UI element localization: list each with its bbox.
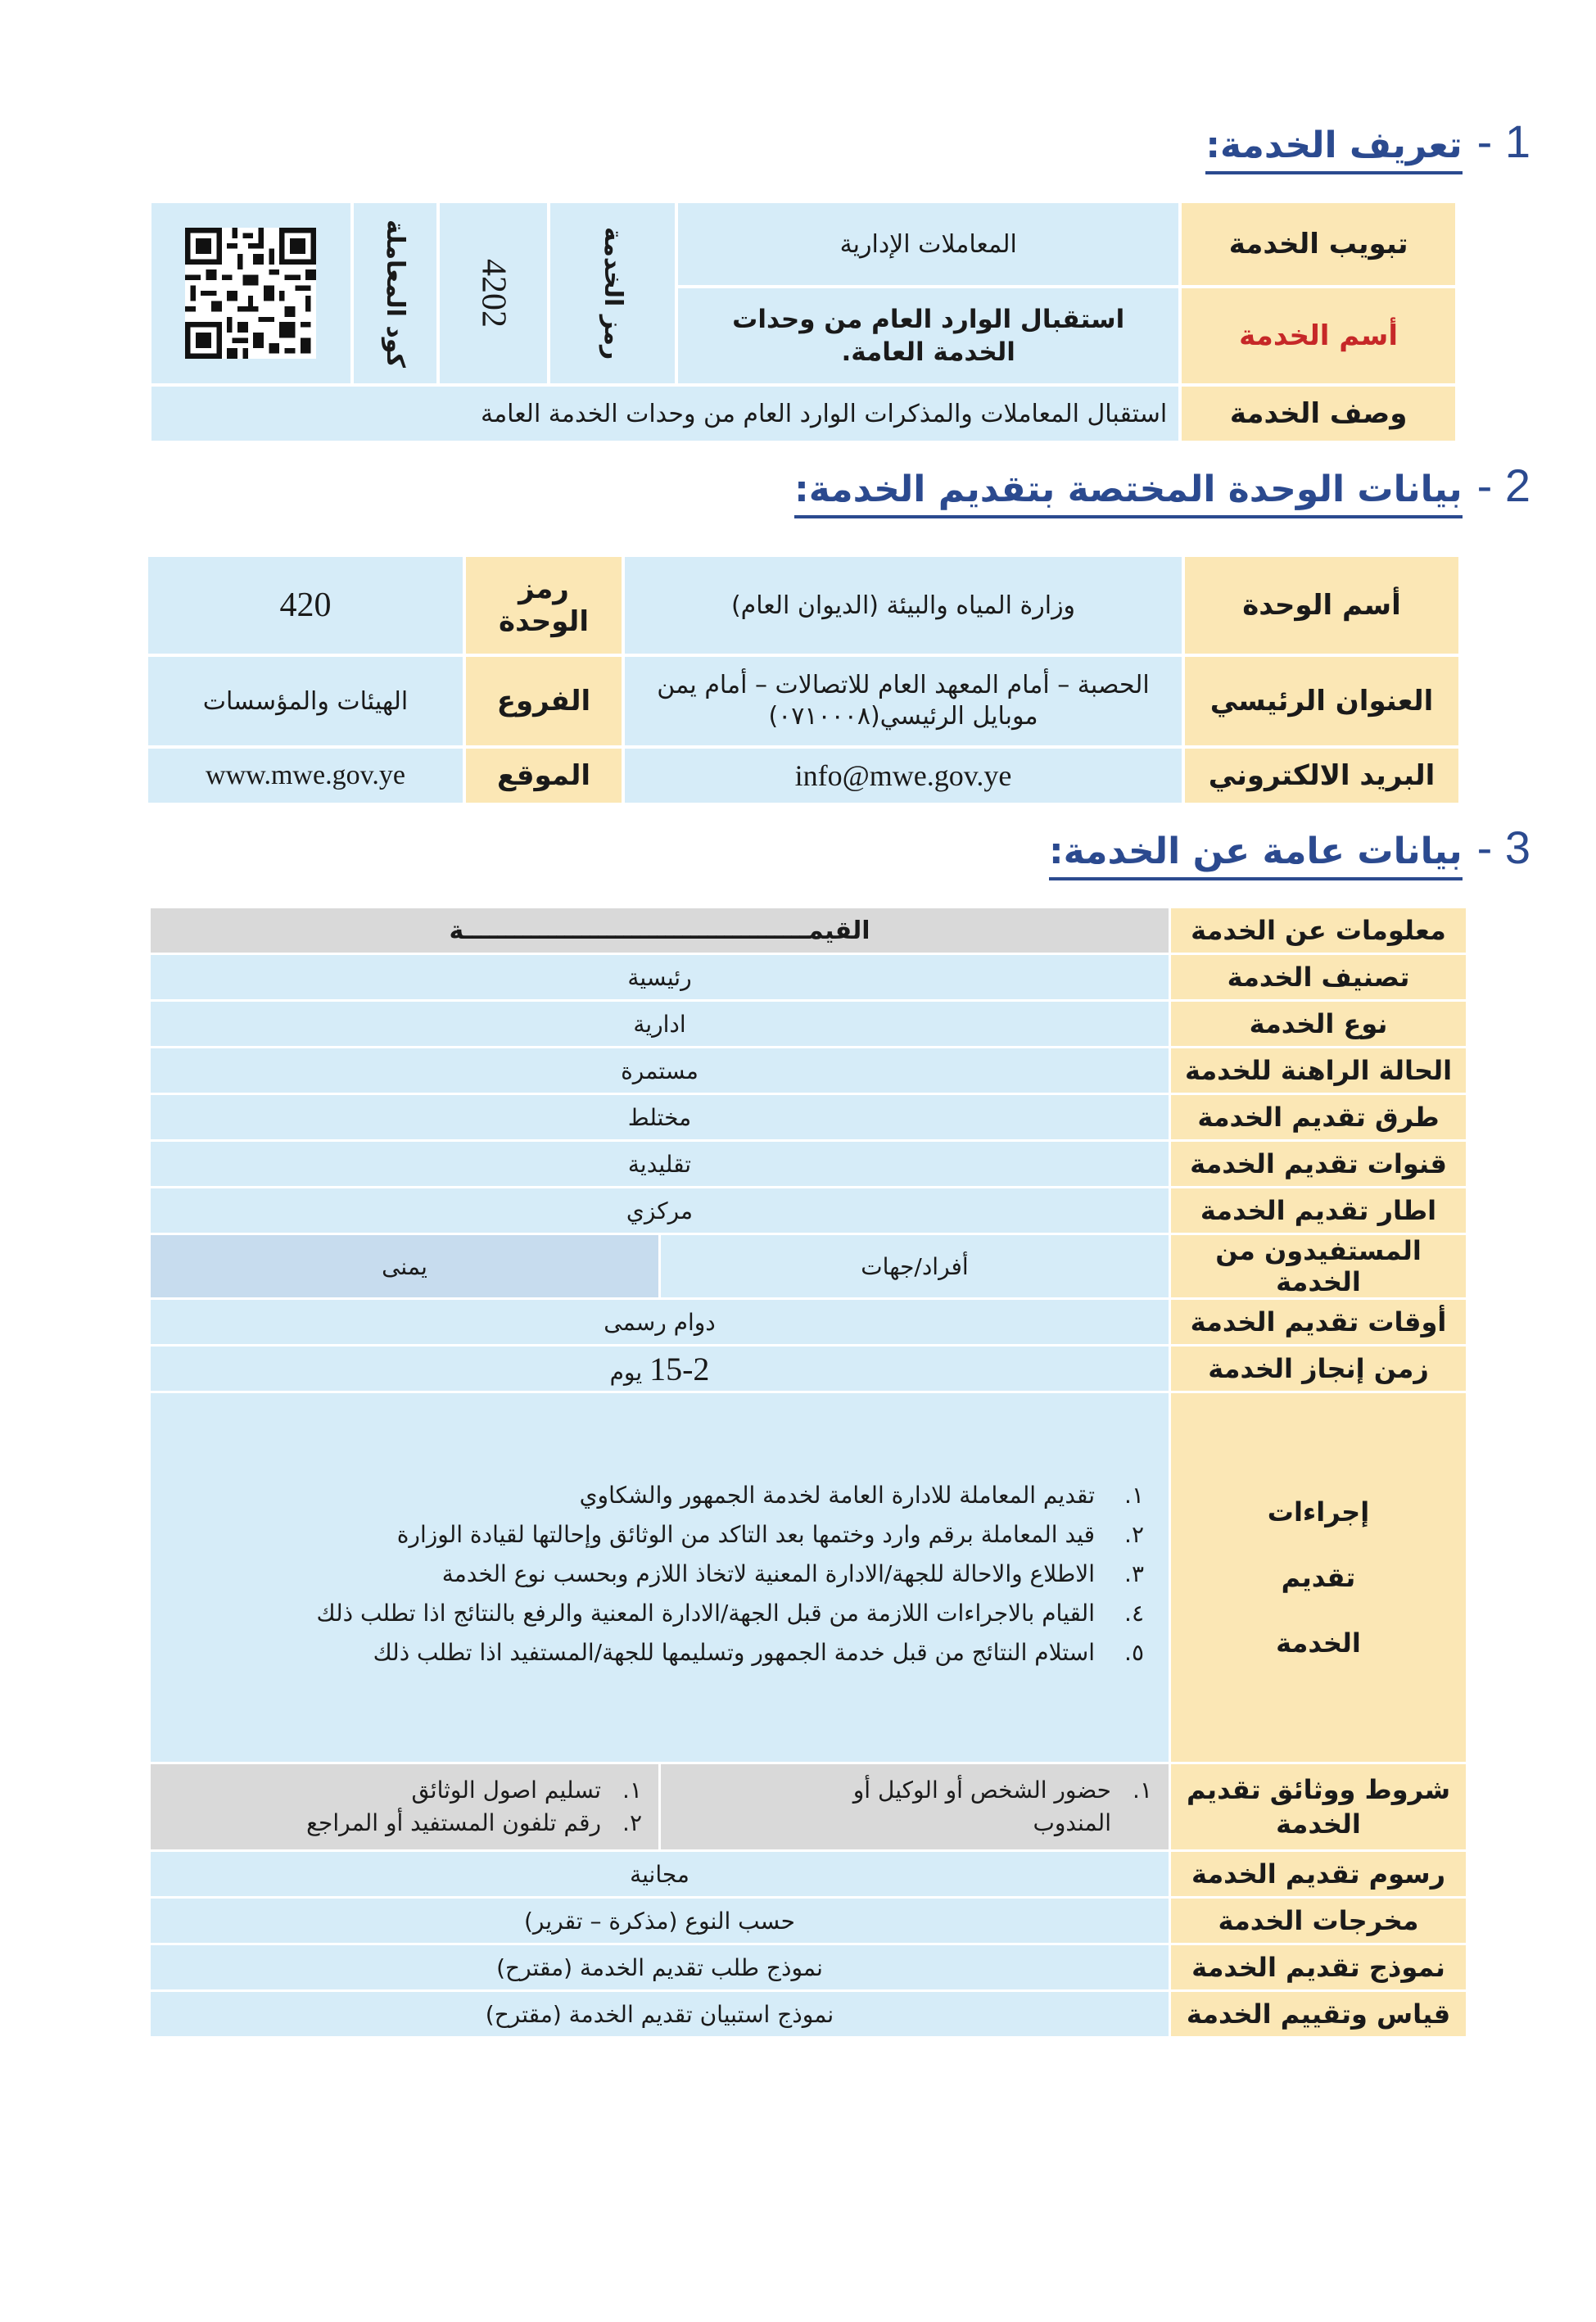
- procedure-text: تقديم المعاملة للادارة العامة لخدمة الجمهور والشكاوي: [579, 1482, 1095, 1509]
- duration-label: زمن إنجاز الخدمة: [1171, 1347, 1466, 1391]
- section-1-number: 1 -: [1476, 115, 1530, 167]
- section-3-heading: [1049, 821, 1530, 874]
- classification-value: رئيسية: [151, 955, 1169, 999]
- section-3-title: بيانات عامة عن الخدمة:: [1049, 831, 1463, 880]
- general-header-value: القيمـــــــــــــــــــــــــــــــــــــــــة: [151, 908, 1169, 953]
- outputs-value: حسب النوع (مذكرة – تقرير): [151, 1899, 1169, 1943]
- section-2-heading: [794, 459, 1530, 512]
- outputs-label: مخرجات الخدمة: [1171, 1899, 1466, 1943]
- unit-name-value: وزارة المياه والبيئة (الديوان العام): [625, 557, 1182, 654]
- category-value: المعاملات الإدارية: [678, 203, 1178, 285]
- unit-code-value: 420: [148, 557, 463, 654]
- procedures-label-3: الخدمة: [1276, 1627, 1361, 1659]
- condition-number: ١.: [1133, 1777, 1152, 1804]
- section-2-title: بيانات الوحدة المختصة بتقديم الخدمة:: [794, 468, 1462, 518]
- unit-name-label: أسم الوحدة: [1185, 557, 1458, 654]
- condition-number: ١.: [622, 1777, 642, 1804]
- fees-value: مجانية: [151, 1852, 1169, 1896]
- procedure-text: الاطلاع والاحالة للجهة/الادارة المعنية لاتخاذ اللازم وبحسب نوع الخدمة: [441, 1560, 1095, 1587]
- website-value: www.mwe.gov.ye: [148, 749, 463, 803]
- description-value: استقبال المعاملات والمذكرات الوارد العام من وحدات الخدمة العامة: [151, 387, 1178, 441]
- condition-number: ٢.: [622, 1809, 642, 1836]
- email-label: البريد الالكتروني: [1185, 749, 1458, 803]
- service-code-value-cell: [440, 203, 548, 383]
- type-value: ادارية: [151, 1002, 1169, 1046]
- procedure-number: ٢.: [1124, 1521, 1144, 1548]
- status-label: الحالة الراهنة للخدمة: [1171, 1048, 1466, 1093]
- condition-item: [167, 1774, 642, 1807]
- duration-unit: يوم: [609, 1358, 643, 1386]
- status-value: مستمرة: [151, 1048, 1169, 1093]
- condition-text: حضور الشخص أو الوكيل أو المندوب: [852, 1777, 1111, 1836]
- evaluation-label: قياس وتقييم الخدمة: [1171, 1992, 1466, 2036]
- condition-item: [167, 1807, 642, 1840]
- procedure-item: [167, 1636, 1144, 1669]
- service-code-label-cell: [550, 203, 675, 383]
- beneficiaries-value-2: يمنى: [151, 1235, 658, 1297]
- hours-label: أوقات تقديم الخدمة: [1171, 1300, 1466, 1344]
- section-3-number: 3 -: [1476, 822, 1530, 873]
- service-definition-table: [148, 200, 1458, 444]
- service-code-label: رمز الخدمة: [598, 226, 627, 360]
- section-2-number: 2 -: [1476, 459, 1530, 511]
- framework-value: مركزي: [151, 1188, 1169, 1233]
- category-label: تبويب الخدمة: [1182, 203, 1455, 285]
- procedures-list: [151, 1393, 1169, 1762]
- condition-item: [677, 1774, 1152, 1840]
- branches-label: الفروع: [466, 657, 622, 745]
- procedure-number: ٣.: [1124, 1560, 1144, 1587]
- procedure-number: ١.: [1124, 1482, 1144, 1509]
- address-label: العنوان الرئيسي: [1185, 657, 1458, 745]
- general-header-label: معلومات عن الخدمة: [1171, 908, 1466, 953]
- procedure-number: ٥.: [1124, 1639, 1144, 1666]
- email-value: info@mwe.gov.ye: [625, 749, 1182, 803]
- beneficiaries-value-1: أفراد/جهات: [661, 1235, 1169, 1297]
- section-1-title: تعريف الخدمة:: [1205, 124, 1462, 174]
- methods-label: طرق تقديم الخدمة: [1171, 1095, 1466, 1139]
- transaction-code-label: كود المعاملة: [380, 219, 409, 368]
- procedure-item: [167, 1479, 1144, 1512]
- hours-value: دوام رسمى: [151, 1300, 1169, 1344]
- conditions-left: [151, 1764, 658, 1849]
- duration-number: 15-2: [649, 1350, 710, 1387]
- fees-label: رسوم تقديم الخدمة: [1171, 1852, 1466, 1896]
- procedure-item: [167, 1558, 1144, 1591]
- methods-value: مختلط: [151, 1095, 1169, 1139]
- branches-value: الهيئات والمؤسسات: [148, 657, 463, 745]
- description-label: وصف الخدمة: [1182, 387, 1455, 441]
- address-value: الحصبة – أمام المعهد العام للاتصالات – أمام يمن موبايل الرئيسي(٠٧١٠٠٠٨): [625, 657, 1182, 745]
- unit-code-label: رمز الوحدة: [466, 557, 622, 654]
- transaction-code-label-cell: [354, 203, 436, 383]
- service-code-value: 4202: [474, 259, 513, 328]
- qr-code-icon: [177, 228, 324, 359]
- unit-info-table: [145, 554, 1462, 806]
- classification-label: تصنيف الخدمة: [1171, 955, 1466, 999]
- condition-text: رقم تلفون المستفيد أو المراجع: [306, 1809, 601, 1836]
- condition-text: تسليم اصول الوثائق: [411, 1777, 601, 1804]
- channels-value: تقليدية: [151, 1142, 1169, 1186]
- procedure-text: استلام النتائج من قبل خدمة الجمهور وتسليمها للجهة/المستفيد اذا تطلب ذلك: [373, 1639, 1095, 1666]
- form-value: نموذج طلب تقديم الخدمة (مقترح): [151, 1945, 1169, 1989]
- procedure-item: [167, 1597, 1144, 1630]
- form-label: نموذج تقديم الخدمة: [1171, 1945, 1466, 1989]
- procedures-label-cell: [1171, 1393, 1466, 1762]
- framework-label: اطار تقديم الخدمة: [1171, 1188, 1466, 1233]
- evaluation-value: نموذج استبيان تقديم الخدمة (مقترح): [151, 1992, 1169, 2036]
- procedure-item: [167, 1519, 1144, 1551]
- service-name-value: استقبال الوارد العام من وحدات الخدمة العامة.: [678, 288, 1178, 383]
- conditions-label: شروط ووثائق تقديم الخدمة: [1171, 1764, 1466, 1849]
- beneficiaries-label: المستفيدون من الخدمة: [1171, 1235, 1466, 1297]
- procedure-number: ٤.: [1124, 1600, 1144, 1627]
- procedures-label-2: تقديم: [1281, 1562, 1356, 1593]
- type-label: نوع الخدمة: [1171, 1002, 1466, 1046]
- duration-cell: [151, 1347, 1169, 1391]
- section-1-heading: [1205, 115, 1530, 168]
- website-label: الموقع: [466, 749, 622, 803]
- procedure-text: القيام بالاجراءات اللازمة من قبل الجهة/الادارة المعنية والرفع بالنتائج اذا تطلب ذلك: [316, 1600, 1095, 1627]
- general-info-table: [148, 906, 1468, 2039]
- conditions-right: [661, 1764, 1169, 1849]
- qr-code-cell: [151, 203, 350, 383]
- service-name-label: أسم الخدمة: [1182, 288, 1455, 383]
- procedure-text: قيد المعاملة برقم وارد وختمها بعد التاكد من الوثائق وإحالتها لقيادة الوزارة: [396, 1521, 1095, 1548]
- procedures-label-1: إجراءات: [1267, 1496, 1370, 1528]
- channels-label: قنوات تقديم الخدمة: [1171, 1142, 1466, 1186]
